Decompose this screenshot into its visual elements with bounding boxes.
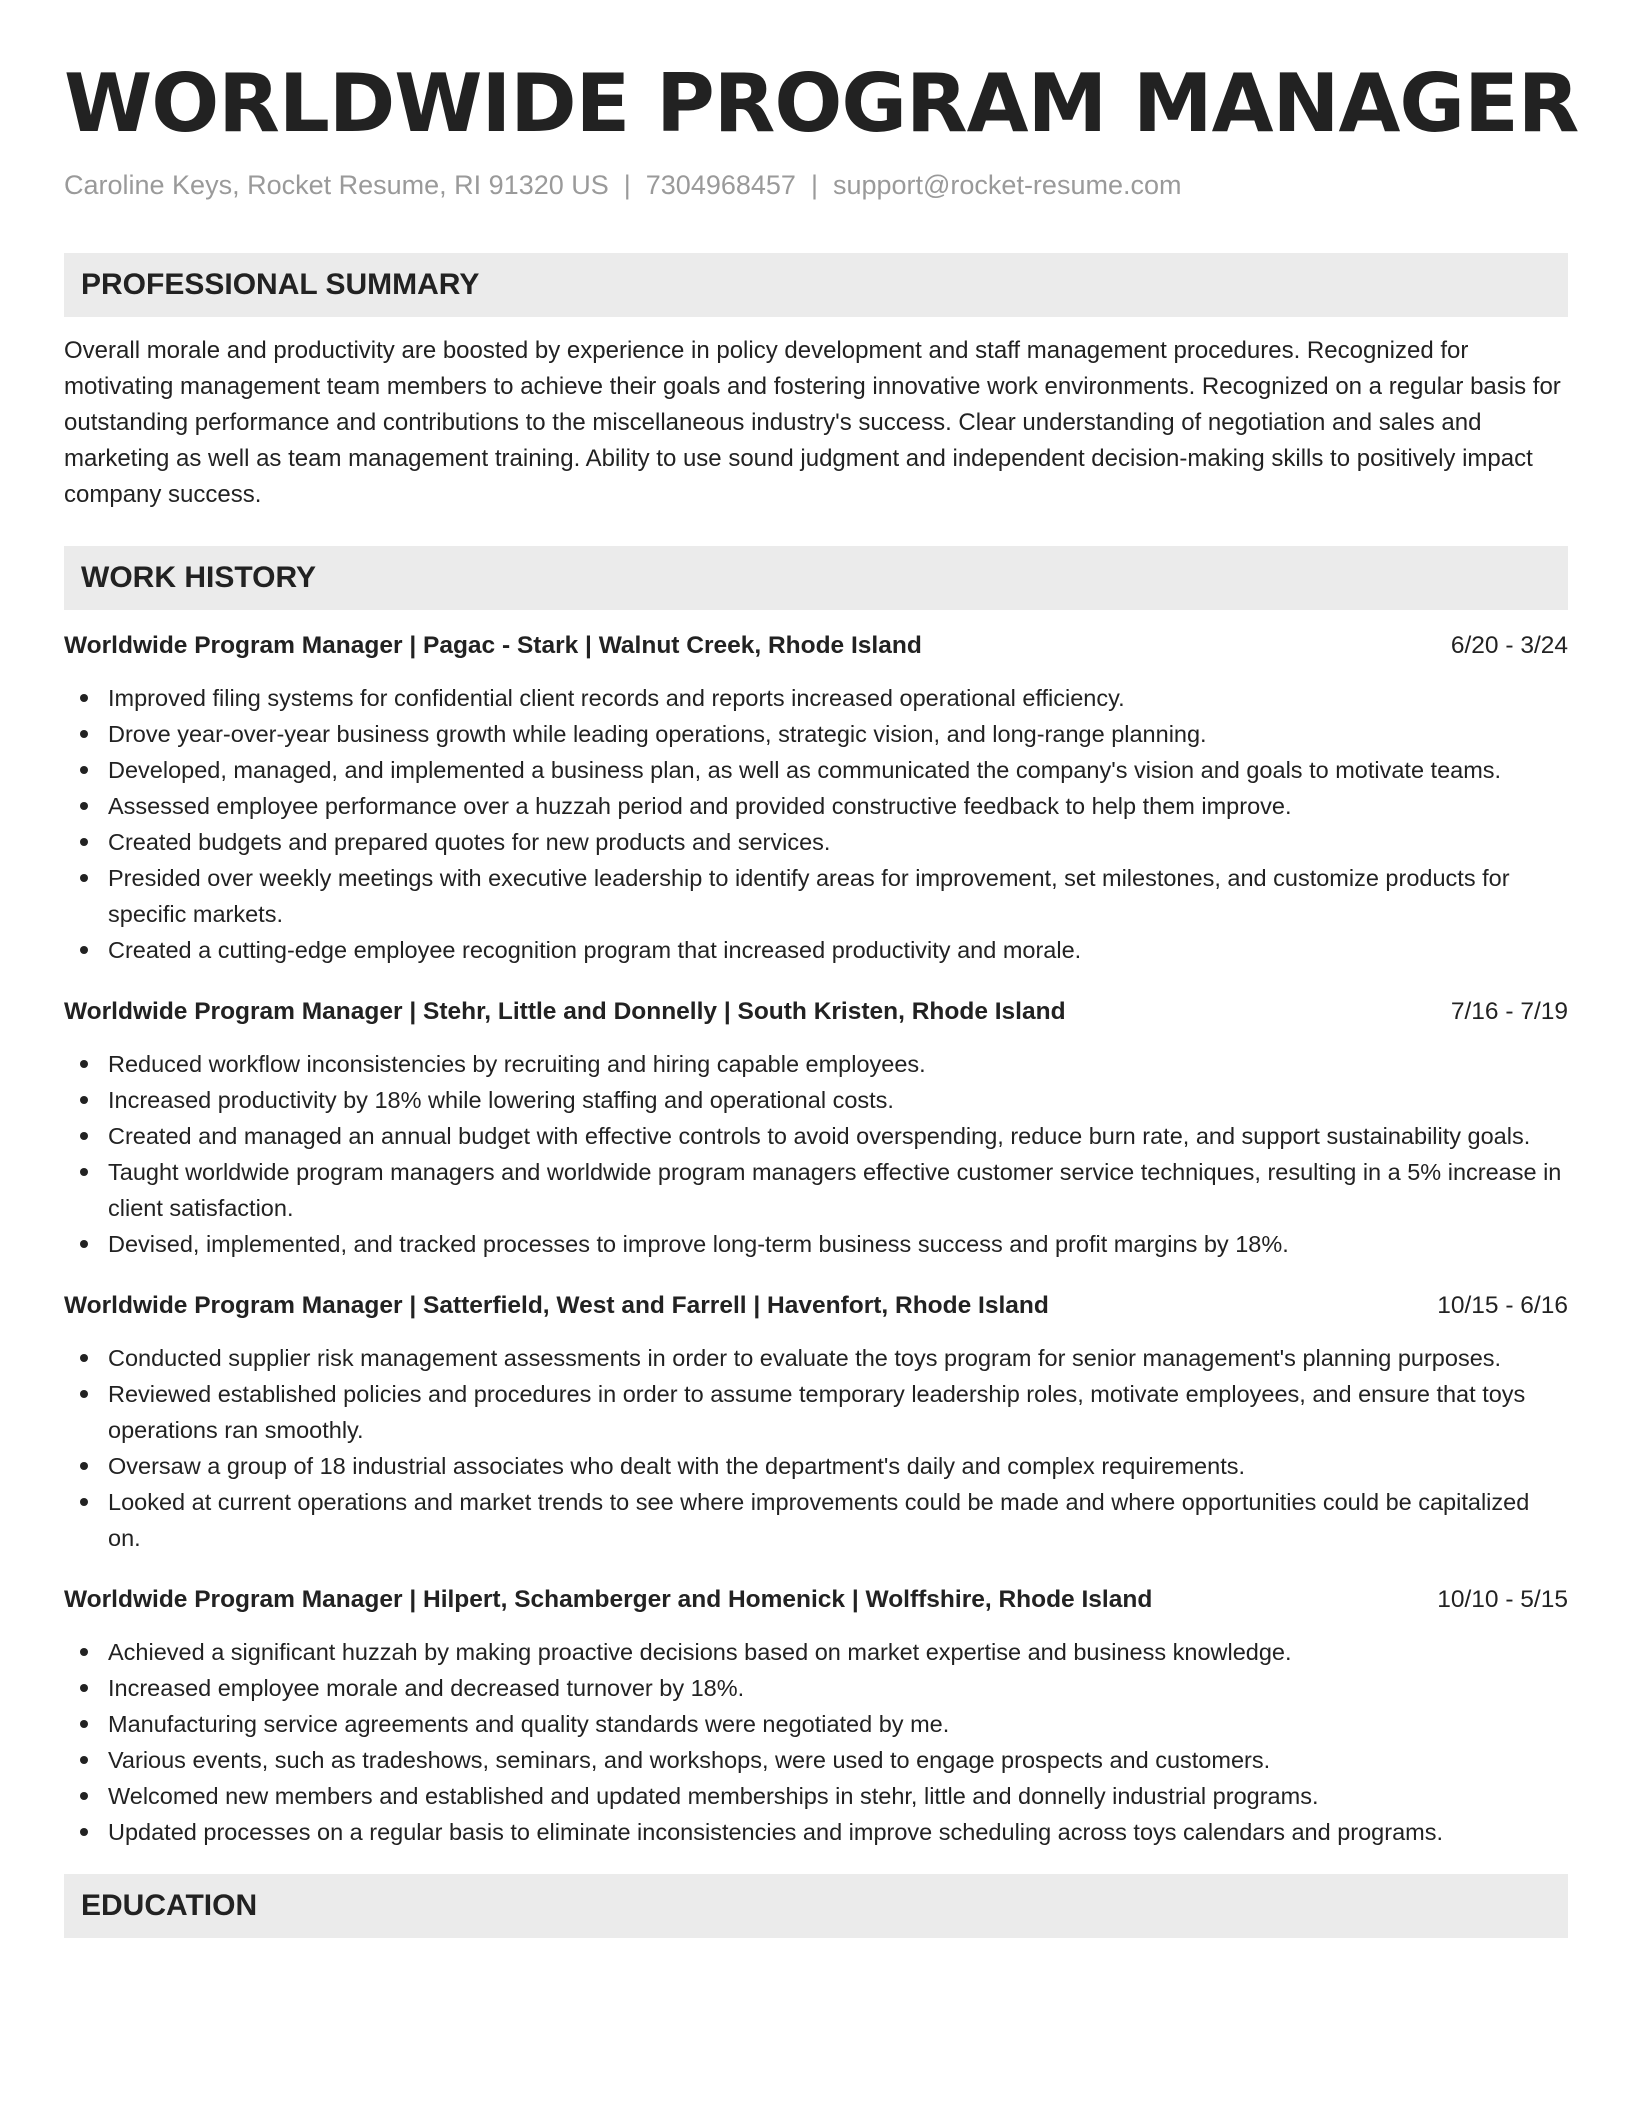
- job-bullet: Manufacturing service agreements and quality standards were negotiated by me.: [64, 1706, 1568, 1742]
- job-bullet: Welcomed new members and established and updated memberships in stehr, little and donnelly industrial programs.: [64, 1778, 1568, 1814]
- job-bullet: Created a cutting-edge employee recognition program that increased productivity and morale.: [64, 932, 1568, 968]
- job-entry: [64, 1288, 1568, 1556]
- job-bullet: Created budgets and prepared quotes for new products and services.: [64, 824, 1568, 860]
- job-bullet: Updated processes on a regular basis to eliminate inconsistencies and improve scheduling across toys calendars and programs.: [64, 1814, 1568, 1850]
- job-bullet: Conducted supplier risk management assessments in order to evaluate the toys program for senior management's planning purposes.: [64, 1340, 1568, 1376]
- job-header: [64, 1288, 1568, 1324]
- job-bullets: [64, 1634, 1568, 1850]
- job-bullets: [64, 1340, 1568, 1556]
- section-header-work-history: WORK HISTORY: [64, 546, 1568, 610]
- job-dates: 6/20 - 3/24: [1450, 632, 1568, 659]
- contact-separator: |: [810, 170, 818, 200]
- job-bullet: Oversaw a group of 18 industrial associates who dealt with the department's daily and complex requirements.: [64, 1448, 1568, 1484]
- job-dates: 7/16 - 7/19: [1450, 998, 1568, 1025]
- job-entry: [64, 1582, 1568, 1850]
- job-bullet: Devised, implemented, and tracked processes to improve long-term business success and profit margins by 18%.: [64, 1226, 1568, 1262]
- job-bullets: [64, 680, 1568, 968]
- job-entry: [64, 994, 1568, 1262]
- job-dates: 10/10 - 5/15: [1437, 1586, 1568, 1613]
- job-bullet: Reduced workflow inconsistencies by recruiting and hiring capable employees.: [64, 1046, 1568, 1082]
- contact-address: Caroline Keys, Rocket Resume, RI 91320 US: [64, 170, 609, 200]
- contact-email: support@rocket-resume.com: [832, 170, 1182, 200]
- job-bullet: Assessed employee performance over a huzzah period and provided constructive feedback to help them improve.: [64, 788, 1568, 824]
- job-bullet: Increased employee morale and decreased turnover by 18%.: [64, 1670, 1568, 1706]
- job-title: Worldwide Program Manager | Pagac - Stark | Walnut Creek, Rhode Island: [64, 632, 922, 659]
- job-bullet: Improved filing systems for confidential client records and reports increased operational efficiency.: [64, 680, 1568, 716]
- job-bullet: Looked at current operations and market trends to see where improvements could be made and where opportunities could be capitalized on.: [64, 1484, 1568, 1556]
- job-dates: 10/15 - 6/16: [1437, 1292, 1568, 1319]
- contact-separator: |: [623, 170, 631, 200]
- job-header: [64, 1582, 1568, 1618]
- job-title: Worldwide Program Manager | Satterfield, West and Farrell | Havenfort, Rhode Island: [64, 1292, 1049, 1319]
- job-bullet: Drove year-over-year business growth while leading operations, strategic vision, and long-range planning.: [64, 716, 1568, 752]
- job-bullet: Taught worldwide program managers and worldwide program managers effective customer service techniques, resulting in a 5% increase in client satisfaction.: [64, 1154, 1568, 1226]
- job-header: [64, 628, 1568, 664]
- job-entry: [64, 628, 1568, 968]
- job-bullet: Reviewed established policies and procedures in order to assume temporary leadership roles, motivate employees, and ensure that toys operations ran smoothly.: [64, 1376, 1568, 1448]
- job-bullet: Created and managed an annual budget with effective controls to avoid overspending, reduce burn rate, and support sustainability goals.: [64, 1118, 1568, 1154]
- summary-text: Overall morale and productivity are boosted by experience in policy development and staff management procedures. Recognized for motivating management team members to achieve their goals and fostering innovative work environments. Recognized on a regular basis for outstanding performance and contributions to the miscellaneous industry's success. Clear understanding of negotiation and sales and marketing as well as team management training. Ability to use sound judgment and independent decision-making skills to positively impact company success.: [64, 337, 1561, 508]
- job-bullet: Developed, managed, and implemented a business plan, as well as communicated the company's vision and goals to motivate teams.: [64, 752, 1568, 788]
- job-title: Worldwide Program Manager | Stehr, Little and Donnelly | South Kristen, Rhode Island: [64, 998, 1066, 1025]
- job-bullets: [64, 1046, 1568, 1262]
- section-header-summary: PROFESSIONAL SUMMARY: [64, 253, 1568, 317]
- section-header-education: EDUCATION: [64, 1874, 1568, 1938]
- contact-phone: 7304968457: [645, 170, 796, 200]
- job-bullet: Achieved a significant huzzah by making proactive decisions based on market expertise and business knowledge.: [64, 1634, 1568, 1670]
- job-bullet: Various events, such as tradeshows, seminars, and workshops, were used to engage prospects and customers.: [64, 1742, 1568, 1778]
- job-title: Worldwide Program Manager | Hilpert, Schamberger and Homenick | Wolffshire, Rhode Island: [64, 1586, 1153, 1613]
- job-bullet: Presided over weekly meetings with executive leadership to identify areas for improvement, set milestones, and customize products for specific markets.: [64, 860, 1568, 932]
- resume-title: WORLDWIDE PROGRAM MANAGER: [64, 57, 1579, 150]
- job-bullet: Increased productivity by 18% while lowering staffing and operational costs.: [64, 1082, 1568, 1118]
- contact-line: [64, 168, 1568, 202]
- job-header: [64, 994, 1568, 1030]
